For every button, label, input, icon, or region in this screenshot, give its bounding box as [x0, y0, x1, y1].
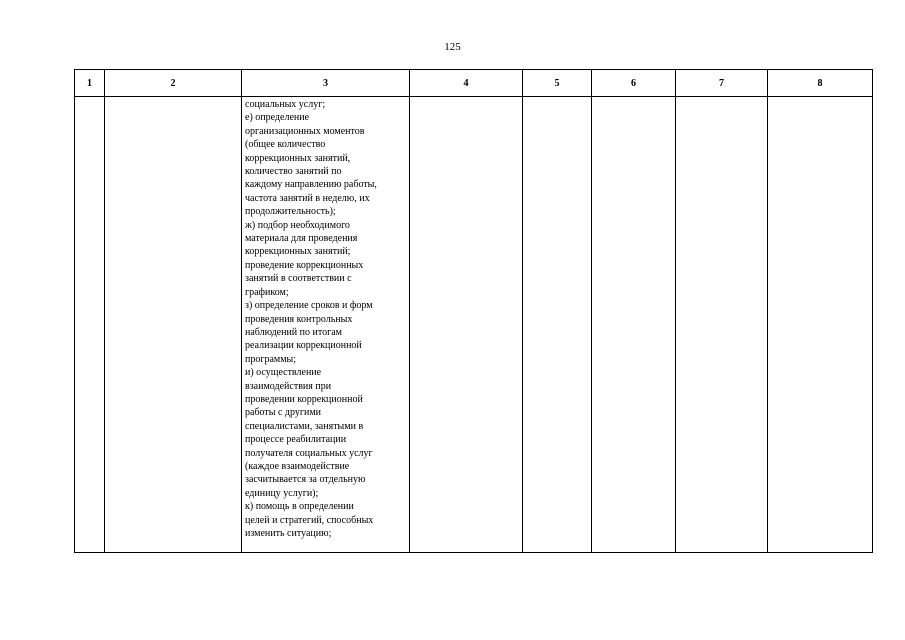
cell-col2 — [105, 97, 242, 553]
page-number: 125 — [444, 41, 461, 53]
cell-col4-text — [410, 97, 522, 98]
column-header-8: 8 — [768, 70, 873, 97]
cell-col5 — [523, 97, 592, 553]
cell-col2-text — [105, 97, 241, 98]
cell-col5-text — [523, 97, 591, 98]
cell-col3 — [242, 97, 410, 553]
cell-col7-text — [676, 97, 767, 98]
cell-col8 — [768, 97, 873, 553]
table-row — [75, 97, 873, 553]
cell-col1 — [75, 97, 105, 553]
column-header-1: 1 — [75, 70, 105, 97]
column-header-3: 3 — [242, 70, 410, 97]
column-header-7: 7 — [676, 70, 768, 97]
cell-col6 — [592, 97, 676, 553]
service-description-text: социальных услуг; е) определение организационных моментов (общее количество коррекционных занятий, количество занятий по каждому направлению работы, частота занятий в неделю, их продолжительность); ж) подбор необходимого материала для проведения коррекционных занятий; проведение коррекционных занятий в соответствии с графиком; з) определение сроков и форм проведения контрольных наблюдений по итогам реализации коррекционной программы; и) осуществление взаимодействия при проведении коррекционной работы с другими специалистами, занятыми в процессе реабилитации получателя социальных услуг (каждое взаимодействие засчитывается за отдельную единицу услуги); к) помощь в определении целей и стратегий, способных изменить ситуацию; — [245, 99, 377, 539]
column-header-2: 2 — [105, 70, 242, 97]
services-table — [74, 69, 873, 553]
cell-col6-text — [592, 97, 675, 98]
cell-col7 — [676, 97, 768, 553]
column-header-6: 6 — [592, 70, 676, 97]
cell-col1-text — [75, 97, 104, 98]
column-header-4: 4 — [410, 70, 523, 97]
header-row — [75, 70, 873, 97]
cell-col4 — [410, 97, 523, 553]
column-header-5: 5 — [523, 70, 592, 97]
cell-col8-text — [768, 97, 872, 98]
